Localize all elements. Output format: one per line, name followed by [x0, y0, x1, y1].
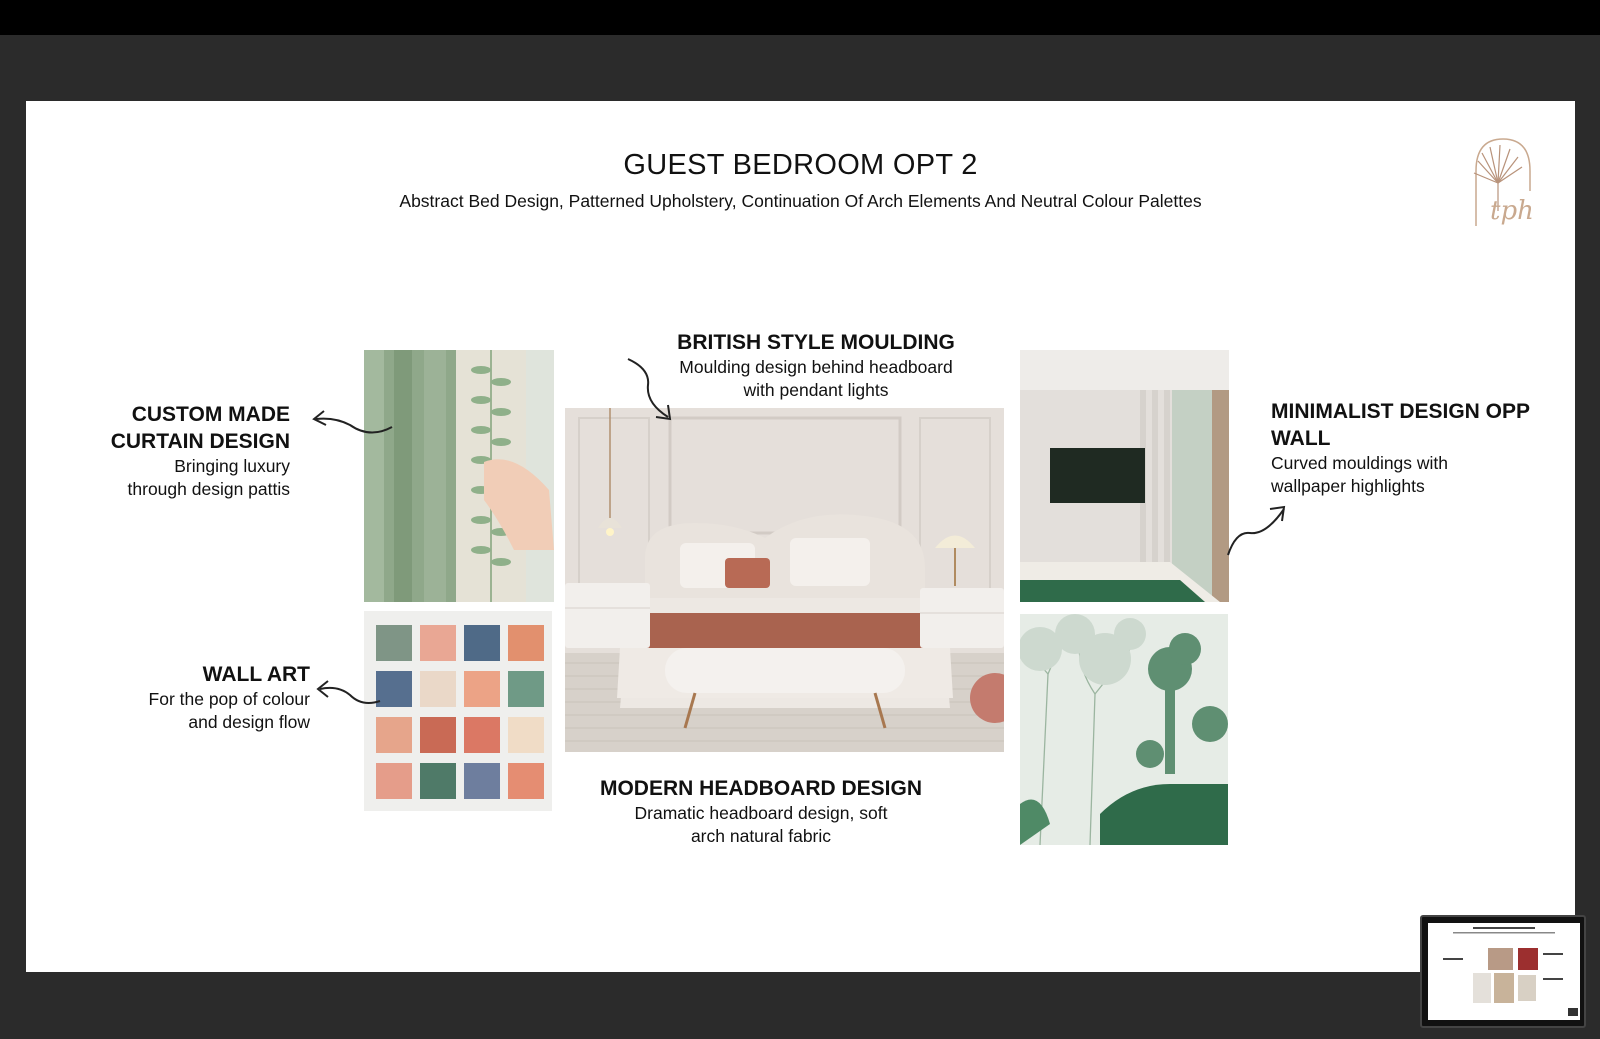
slide-subtitle: Abstract Bed Design, Patterned Upholstery, Continuation Of Arch Elements And Neutral Colour Palettes	[399, 191, 1202, 211]
headboard-heading: MODERN HEADBOARD DESIGN	[599, 777, 922, 800]
moulding-heading: BRITISH STYLE MOULDING	[677, 331, 955, 354]
opp-wall-heading-line2: WALL	[1271, 427, 1331, 450]
wallpaper-photo	[1020, 614, 1228, 845]
svg-text:tph: tph	[1490, 196, 1534, 226]
curtain-heading-line1: CUSTOM MADE	[131, 403, 290, 426]
moulding-arrow-icon	[622, 355, 682, 425]
curtain-photo	[364, 350, 554, 602]
callout-curtain	[86, 401, 290, 501]
callout-opp-wall	[1271, 398, 1561, 498]
moulding-desc-line2: with pendant lights	[743, 380, 889, 400]
headboard-desc-line2: arch natural fabric	[690, 826, 832, 846]
wall-art-photo	[364, 611, 552, 811]
opp-wall-photo	[1020, 350, 1229, 602]
brand-logo	[1458, 131, 1548, 231]
callout-wall-art	[106, 661, 310, 734]
opp-wall-heading-line1: MINIMALIST DESIGN OPP	[1271, 400, 1531, 423]
wall-art-desc-line2: and design flow	[188, 712, 310, 732]
callout-moulding	[646, 329, 986, 402]
moulding-desc-line1: Moulding design behind headboard	[679, 357, 953, 377]
bedroom-main-photo	[565, 408, 1004, 752]
presentation-slide	[26, 101, 1575, 972]
opp-wall-desc-line1: Curved mouldings with	[1271, 453, 1449, 473]
slide-title: GUEST BEDROOM OPT 2	[623, 149, 978, 181]
curtain-heading-line2: CURTAIN DESIGN	[110, 430, 290, 453]
window-top-bar	[0, 0, 1600, 35]
wall-art-arrow-icon	[314, 679, 384, 709]
opp-wall-arrow-icon	[1224, 501, 1290, 559]
wall-art-heading: WALL ART	[202, 663, 310, 686]
wall-art-desc-line1: For the pop of colour	[148, 689, 310, 709]
slide-thumbnail-preview	[1428, 923, 1580, 1020]
opp-wall-desc-line2: wallpaper highlights	[1271, 476, 1425, 496]
slide-thumbnail[interactable]	[1420, 915, 1586, 1028]
curtain-desc-line2: through design pattis	[127, 479, 290, 499]
curtain-arrow-icon	[310, 407, 396, 437]
callout-headboard	[596, 775, 926, 848]
curtain-desc-line1: Bringing luxury	[174, 456, 290, 476]
headboard-desc-line1: Dramatic headboard design, soft	[634, 803, 888, 823]
